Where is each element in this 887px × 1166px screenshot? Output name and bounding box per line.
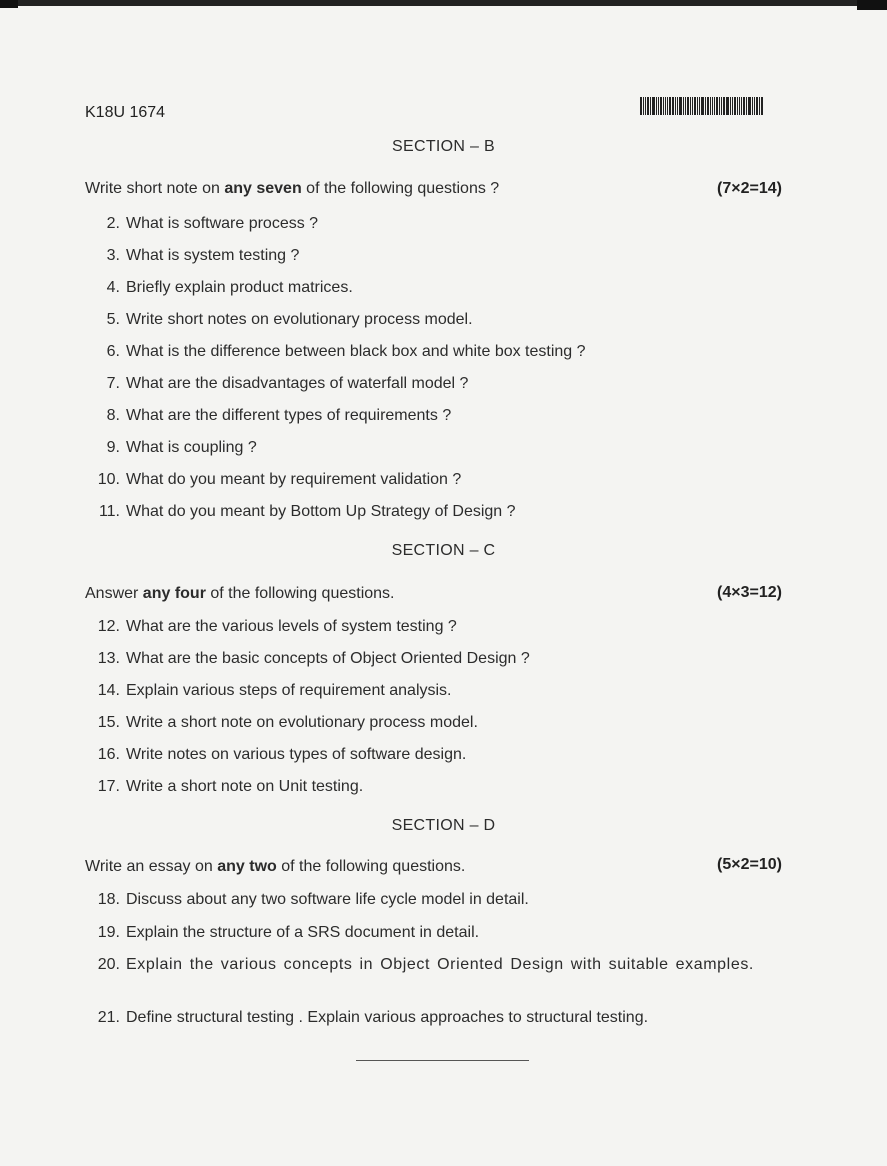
- barcode-bar: [707, 97, 709, 115]
- question-3: 3. What is system testing ?: [106, 247, 300, 264]
- question-14: 14. Explain various steps of requirement analysis.: [97, 682, 452, 699]
- barcode-bar: [732, 97, 733, 115]
- barcode-bar: [721, 97, 722, 115]
- barcode-bar: [650, 97, 651, 115]
- barcode-bar: [652, 97, 655, 115]
- question-17: 17. Write a short note on Unit testing.: [97, 778, 364, 795]
- barcode-bar: [663, 97, 664, 115]
- barcode-bar: [699, 97, 700, 115]
- end-rule: [356, 1060, 529, 1061]
- barcode-bar: [759, 97, 760, 115]
- question-10: 10. What do you meant by requirement validation ?: [97, 471, 462, 488]
- barcode-bar: [658, 97, 659, 115]
- question-19: 19. Explain the structure of a SRS document in detail.: [97, 924, 480, 941]
- question-12: 12. What are the various levels of system testing ?: [97, 618, 457, 635]
- barcode-bar: [701, 97, 704, 115]
- barcode-bar: [743, 97, 745, 115]
- barcode-bar: [669, 97, 671, 115]
- question-21: 21. Define structural testing . Explain various approaches to structural testing.: [97, 1009, 649, 1026]
- scan-edge-right: [857, 0, 887, 10]
- barcode-bar: [752, 97, 753, 115]
- section-c-marks: (4×3=12): [717, 584, 782, 601]
- barcode-bar: [697, 97, 698, 115]
- question-13: 13. What are the basic concepts of Object Oriented Design ?: [97, 650, 530, 667]
- barcode-bar: [677, 97, 678, 115]
- question-9: 9. What is coupling ?: [106, 439, 257, 456]
- barcode-bar: [737, 97, 738, 115]
- barcode-bar: [716, 97, 718, 115]
- scan-edge: [0, 0, 887, 6]
- barcode-bar: [679, 97, 682, 115]
- barcode-bar: [656, 97, 657, 115]
- question-8: 8. What are the different types of requirements ?: [106, 407, 452, 424]
- barcode-bar: [726, 97, 729, 115]
- section-c-title: SECTION – C: [391, 542, 496, 559]
- question-2: 2. What is software process ?: [106, 215, 319, 232]
- question-16: 16. Write notes on various types of software design.: [97, 746, 467, 763]
- barcode-bar: [685, 97, 686, 115]
- barcode-bar: [672, 97, 674, 115]
- barcode-bar: [754, 97, 755, 115]
- barcode-bar: [694, 97, 696, 115]
- scan-edge-left: [0, 0, 18, 8]
- barcode-bar: [748, 97, 751, 115]
- barcode-bar: [710, 97, 711, 115]
- question-20: 20. Explain the various concepts in Object Oriented Design with suitable examples.: [97, 956, 754, 973]
- question-18: 18. Discuss about any two software life cycle model in detail.: [97, 891, 529, 908]
- question-4: 4. Briefly explain product matrices.: [106, 279, 353, 296]
- barcode-bar: [719, 97, 720, 115]
- barcode-bar: [746, 97, 747, 115]
- section-c-instruction: Answer any four of the following questions.: [85, 585, 395, 602]
- barcode-bar: [667, 97, 668, 115]
- paper-code: K18U 1674: [85, 104, 166, 121]
- barcode-bar: [741, 97, 742, 115]
- question-15: 15. Write a short note on evolutionary process model.: [97, 714, 478, 731]
- barcode-bar: [692, 97, 693, 115]
- barcode-bar: [645, 97, 646, 115]
- barcode-bar: [690, 97, 691, 115]
- barcode-bar: [756, 97, 758, 115]
- barcode-bar: [730, 97, 731, 115]
- section-b-instruction: Write short note on any seven of the following questions ?: [85, 180, 500, 197]
- barcode-bar: [643, 97, 644, 115]
- barcode-bar: [734, 97, 736, 115]
- barcode-bar: [687, 97, 689, 115]
- barcode-bar: [739, 97, 740, 115]
- barcode-bar: [660, 97, 662, 115]
- barcode-bar: [761, 97, 763, 115]
- barcode-bar: [647, 97, 649, 115]
- barcode-bar: [640, 97, 642, 115]
- question-6: 6. What is the difference between black box and white box testing ?: [106, 343, 586, 360]
- question-7: 7. What are the disadvantages of waterfall model ?: [106, 375, 469, 392]
- barcode-bar: [705, 97, 706, 115]
- barcode: [640, 97, 792, 115]
- question-5: 5. Write short notes on evolutionary process model.: [106, 311, 473, 328]
- barcode-bar: [714, 97, 715, 115]
- barcode-bar: [683, 97, 684, 115]
- barcode-bar: [723, 97, 725, 115]
- barcode-bar: [675, 97, 676, 115]
- barcode-bar: [665, 97, 666, 115]
- question-11: 11. What do you meant by Bottom Up Strategy of Design ?: [98, 503, 516, 520]
- section-b-title: SECTION – B: [392, 138, 495, 155]
- section-b-marks: (7×2=14): [717, 180, 782, 197]
- section-d-instruction: Write an essay on any two of the following questions.: [85, 858, 466, 875]
- section-d-marks: (5×2=10): [717, 856, 782, 873]
- barcode-bar: [712, 97, 713, 115]
- section-d-title: SECTION – D: [391, 817, 496, 834]
